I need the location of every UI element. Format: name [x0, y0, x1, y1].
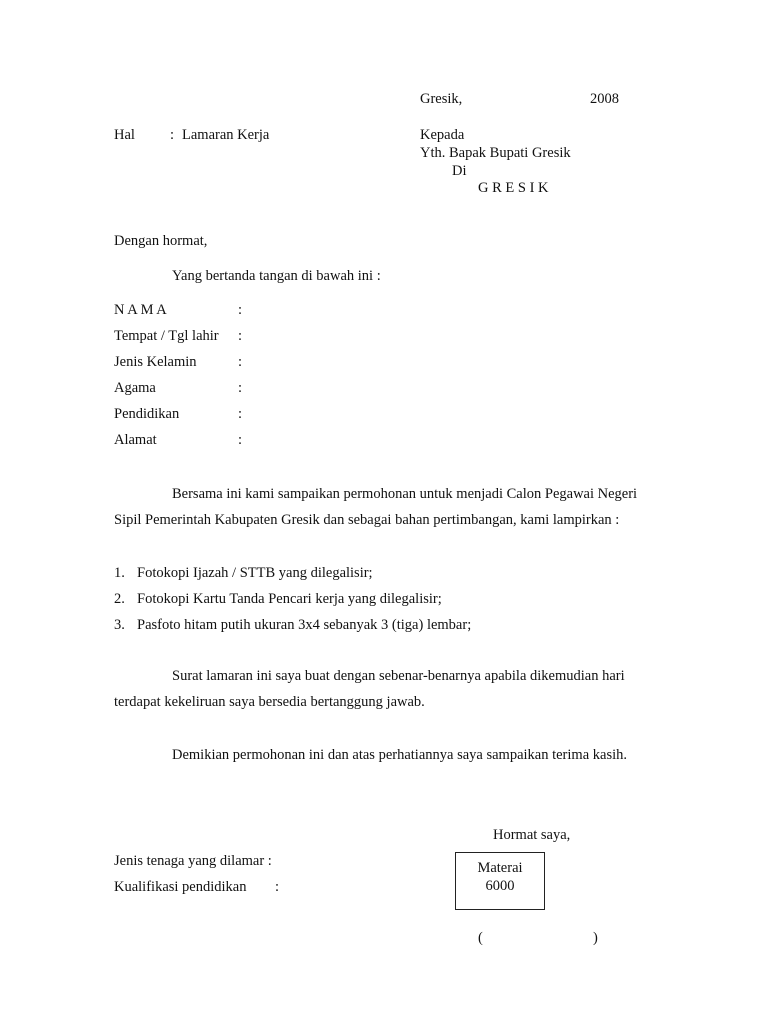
paragraph2-line1: Surat lamaran ini saya buat dengan sebenar-benarnya apabila dikemudian hari [172, 668, 625, 684]
addressee: Yth. Bapak Bupati Gresik [420, 145, 571, 161]
field-colon: : [275, 879, 280, 895]
hal-colon: : [170, 127, 175, 143]
list-item-number: 1. [114, 565, 125, 581]
kepada: Kepada [420, 127, 465, 143]
paragraph2-line2: terdapat kekeliruan saya bersedia bertanggung jawab. [114, 694, 425, 710]
paragraph1-line2: Sipil Pemerintah Kabupaten Gresik dan sebagai bahan pertimbangan, kami lampirkan : [114, 512, 620, 528]
paragraph1-line1: Bersama ini kami sampaikan permohonan untuk menjadi Calon Pegawai Negeri [172, 486, 638, 502]
hal-label: Hal [114, 127, 135, 143]
signature-close-paren: ) [593, 930, 598, 946]
intro: Yang bertanda tangan di bawah ini : [172, 268, 381, 284]
hal-value: Lamaran Kerja [182, 127, 270, 143]
field-label-alamat: Alamat [114, 432, 157, 448]
field-label-agama: Agama [114, 380, 156, 396]
list-item: Fotokopi Ijazah / STTB yang dilegalisir; [137, 565, 373, 581]
field-label-jenis-kelamin: Jenis Kelamin [114, 354, 197, 370]
field-colon: : [238, 328, 243, 344]
materai-stamp-box [455, 852, 545, 910]
field-colon: : [238, 406, 243, 422]
field-label-tempat-tgl-lahir: Tempat / Tgl lahir [114, 328, 219, 344]
field-colon: : [238, 354, 243, 370]
year: 2008 [590, 91, 619, 107]
field-label-pendidikan: Pendidikan [114, 406, 180, 422]
list-item-number: 3. [114, 617, 125, 633]
footer-field-jenis-tenaga: Jenis tenaga yang dilamar : [114, 853, 272, 869]
signature-open-paren: ( [478, 930, 483, 946]
field-label-nama: N A M A [114, 302, 167, 318]
greeting: Dengan hormat, [114, 233, 208, 249]
field-colon: : [238, 432, 243, 448]
stamp-line2: 6000 [485, 878, 515, 894]
field-colon: : [238, 380, 243, 396]
city-date: Gresik, [420, 91, 463, 107]
list-item-number: 2. [114, 591, 125, 607]
stamp-line1: Materai [477, 860, 523, 876]
list-item: Pasfoto hitam putih ukuran 3x4 sebanyak 3 (tiga) lembar; [137, 617, 472, 633]
footer-field-kualifikasi: Kualifikasi pendidikan [114, 879, 247, 895]
di: Di [452, 163, 467, 179]
closing: Hormat saya, [493, 827, 571, 843]
paragraph3: Demikian permohonan ini dan atas perhatiannya saya sampaikan terima kasih. [172, 747, 627, 763]
field-colon: : [238, 302, 243, 318]
city-name: G R E S I K [478, 180, 549, 196]
list-item: Fotokopi Kartu Tanda Pencari kerja yang dilegalisir; [137, 591, 442, 607]
